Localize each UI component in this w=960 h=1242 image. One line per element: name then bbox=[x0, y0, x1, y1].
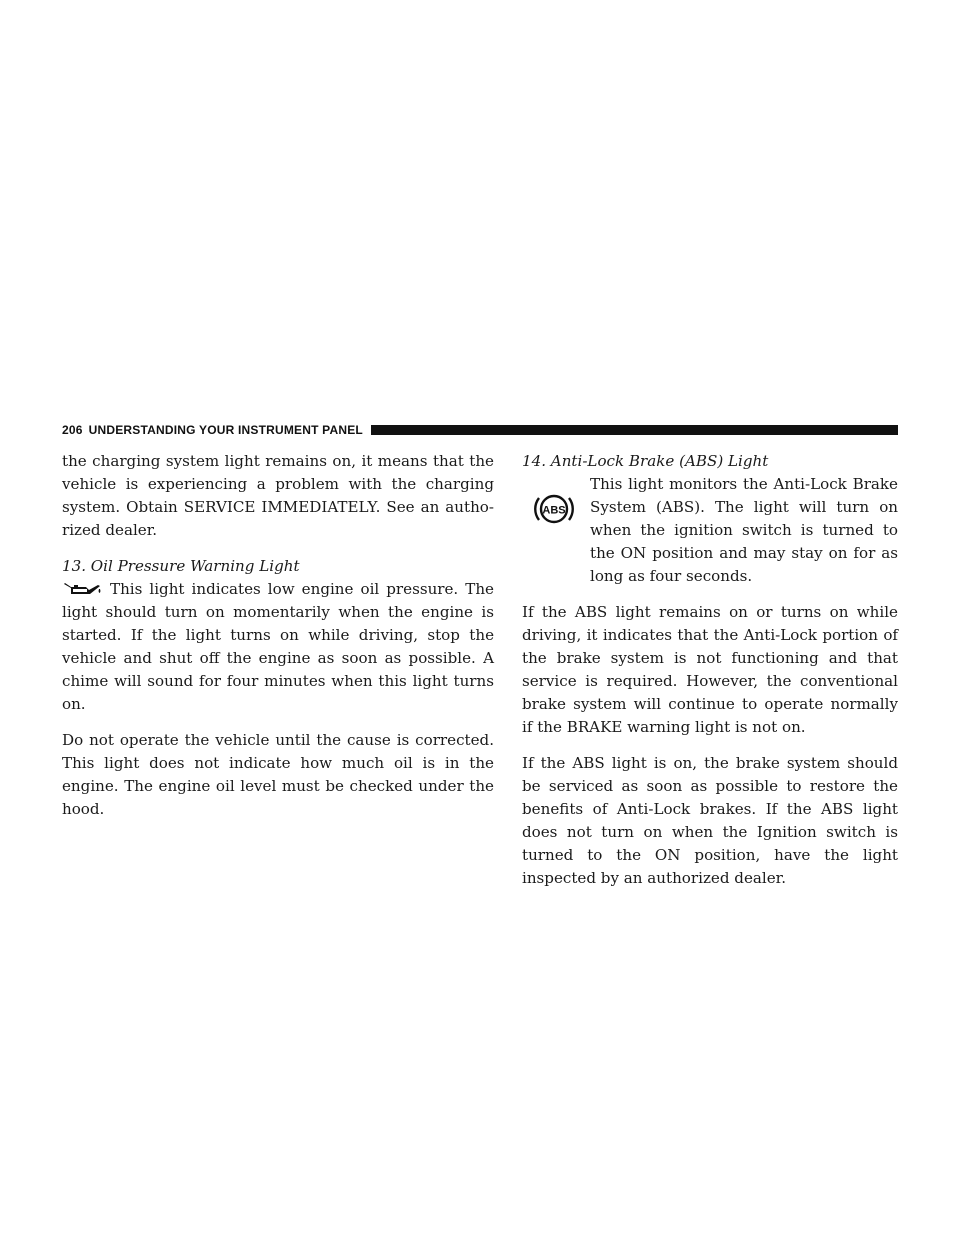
oil-pressure-paragraph-2: Do not operate the vehicle until the cause is corrected. This light does not indicate how much oil is in the engine. The engine oil level must be checked under the hood. bbox=[62, 731, 494, 818]
abs-icon bbox=[534, 489, 574, 529]
page-number: 206 bbox=[62, 423, 83, 437]
oil-can-icon bbox=[62, 580, 102, 598]
abs-text: This light monitors the Anti-Lock Brake System (ABS). The light will turn on when the ignition switch is turned to the ON position and may stay on for as long as four seconds. bbox=[590, 475, 898, 585]
page-header bbox=[62, 421, 898, 439]
header-rule bbox=[371, 425, 898, 435]
oil-pressure-text-2: is started. If the light turns on while driving, stop the vehicle and shut off the engine as soon as possible. A chime will sound for four minutes when this light turns on. bbox=[62, 603, 494, 713]
abs-paragraph-2: If the ABS light remains on or turns on while driving, it indicates that the Anti-Lock portion of the brake system is not functioning and that service is required. However, the conventional brake system will continue to operate normally if the BRAKE warning light is not on. bbox=[522, 603, 898, 736]
oil-pressure-text bbox=[62, 578, 494, 716]
right-column bbox=[522, 450, 898, 903]
abs-paragraph-3: If the ABS light is on, the brake system should be serviced as soon as possible to restore the benefits of Anti-Lock brakes. If the ABS light does not turn on when the Ignition switch is turned to the ON position, have the light inspected by an authorized dealer. bbox=[522, 754, 898, 887]
left-column bbox=[62, 450, 494, 834]
oil-pressure-text-1: This light indicates low engine oil pressure. The light should turn on momentarily when the engine bbox=[62, 580, 494, 621]
abs-heading: 14. Anti-Lock Brake (ABS) Light bbox=[522, 452, 769, 470]
intro-paragraph: the charging system light remains on, it means that the vehicle is experiencing a problem with the charging system. Obtain SERVICE IMMEDIATELY. See an autho-rized dealer. bbox=[62, 452, 494, 539]
oil-pressure-block bbox=[62, 578, 494, 716]
abs-icon-label: ABS bbox=[542, 504, 566, 517]
oil-pressure-heading: 13. Oil Pressure Warning Light bbox=[62, 557, 300, 575]
abs-block bbox=[522, 473, 898, 588]
section-title: UNDERSTANDING YOUR INSTRUMENT PANEL bbox=[88, 423, 363, 437]
